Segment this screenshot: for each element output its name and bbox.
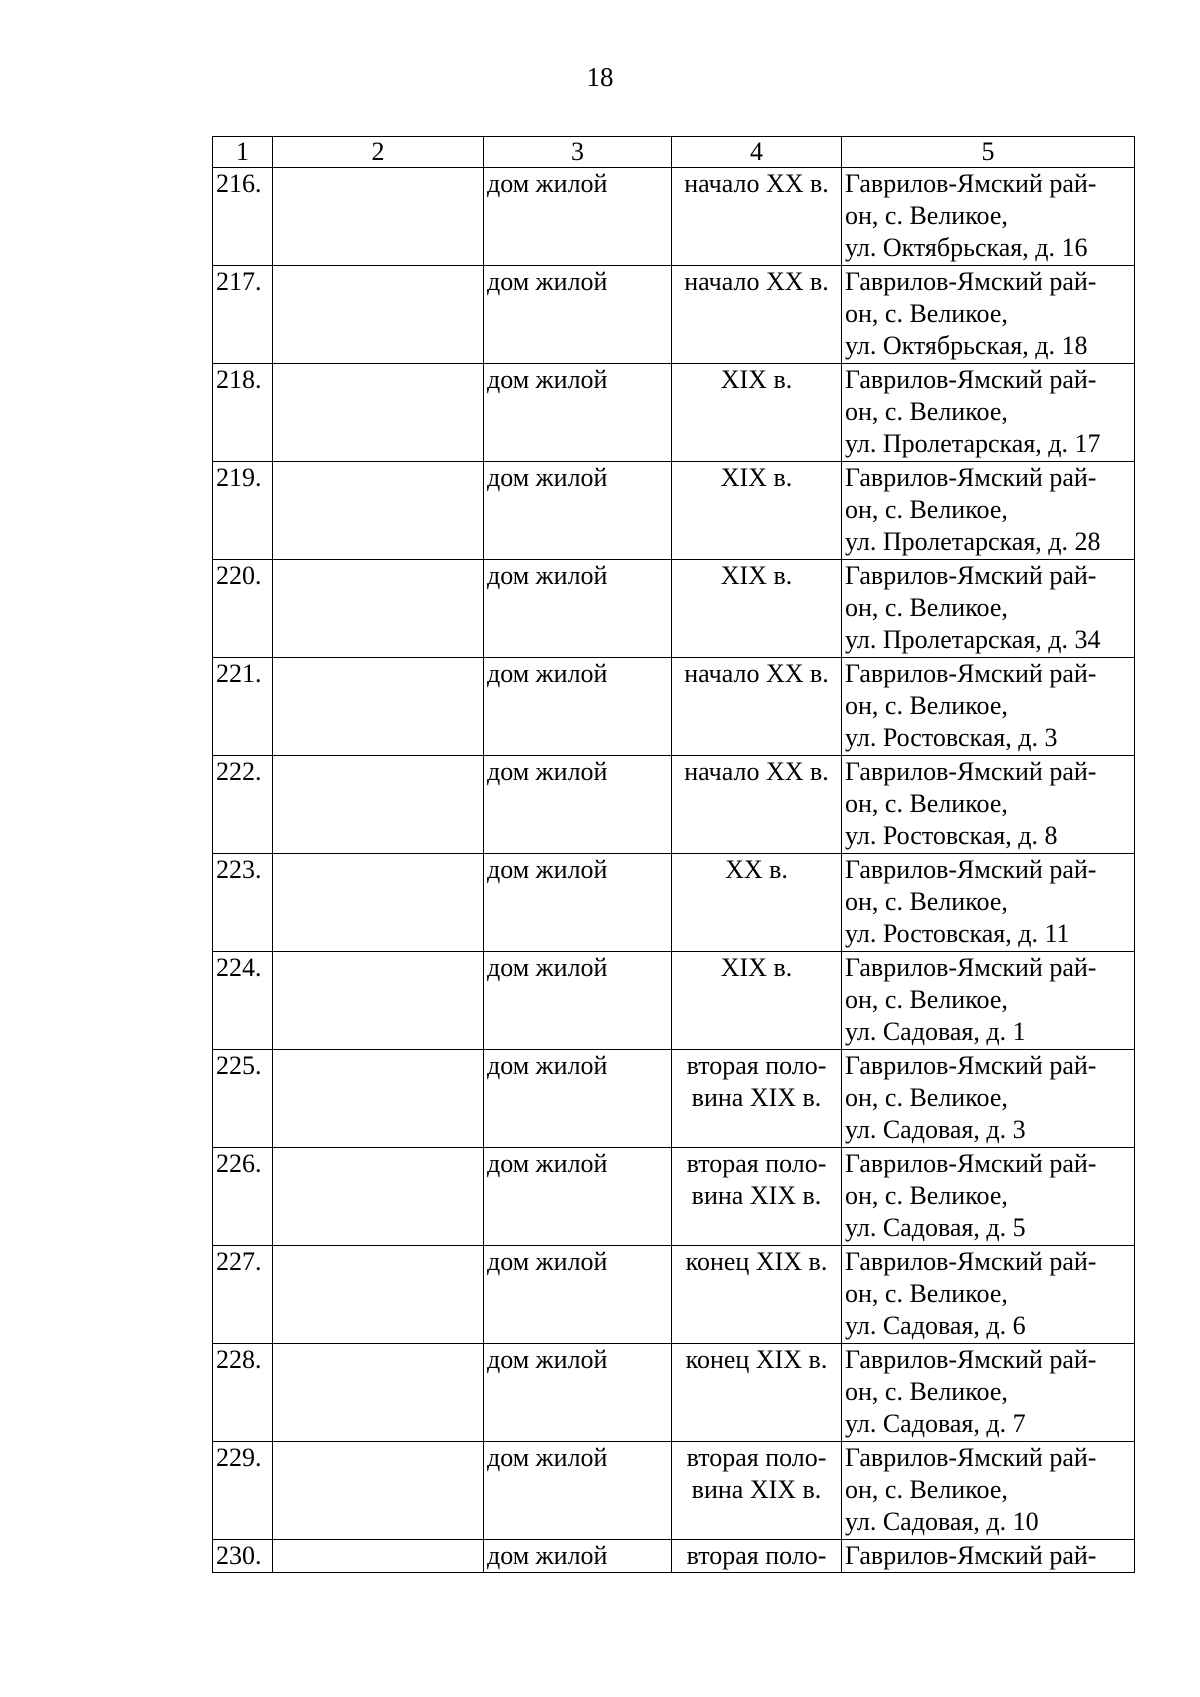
object-name-cell <box>273 854 484 952</box>
dating-cell: вторая поло- вина XIX в. <box>672 1050 842 1148</box>
row-number-cell: 225. <box>213 1050 273 1148</box>
table-row <box>213 1442 1135 1540</box>
address-cell: Гаврилов-Ямский рай- он, с. Великое, ул. Пролетарская, д. 17 <box>842 364 1135 462</box>
dating-cell: начало XX в. <box>672 658 842 756</box>
dating-cell: XIX в. <box>672 462 842 560</box>
dating-cell: начало XX в. <box>672 756 842 854</box>
table-row <box>213 1344 1135 1442</box>
object-type-cell: дом жилой <box>484 266 672 364</box>
dating-cell: XIX в. <box>672 364 842 462</box>
row-number-cell: 221. <box>213 658 273 756</box>
table-row <box>213 168 1135 266</box>
table-row <box>213 1540 1135 1573</box>
object-name-cell <box>273 1050 484 1148</box>
object-type-cell: дом жилой <box>484 658 672 756</box>
address-cell: Гаврилов-Ямский рай- он, с. Великое, ул. Ростовская, д. 3 <box>842 658 1135 756</box>
address-cell: Гаврилов-Ямский рай- он, с. Великое, ул. Ростовская, д. 8 <box>842 756 1135 854</box>
object-name-cell <box>273 1540 484 1573</box>
row-number-cell: 218. <box>213 364 273 462</box>
address-cell: Гаврилов-Ямский рай- <box>842 1540 1135 1573</box>
row-number-cell: 229. <box>213 1442 273 1540</box>
address-cell: Гаврилов-Ямский рай- он, с. Великое, ул. Пролетарская, д. 28 <box>842 462 1135 560</box>
dating-cell: XIX в. <box>672 952 842 1050</box>
column-header-2: 2 <box>273 137 484 168</box>
object-type-cell: дом жилой <box>484 560 672 658</box>
address-cell: Гаврилов-Ямский рай- он, с. Великое, ул. Ростовская, д. 11 <box>842 854 1135 952</box>
address-cell: Гаврилов-Ямский рай- он, с. Великое, ул. Садовая, д. 1 <box>842 952 1135 1050</box>
object-name-cell <box>273 1148 484 1246</box>
object-name-cell <box>273 266 484 364</box>
object-name-cell <box>273 952 484 1050</box>
row-number-cell: 227. <box>213 1246 273 1344</box>
table-row <box>213 854 1135 952</box>
table-row <box>213 1148 1135 1246</box>
table-row <box>213 462 1135 560</box>
address-cell: Гаврилов-Ямский рай- он, с. Великое, ул. Садовая, д. 5 <box>842 1148 1135 1246</box>
dating-cell: XIX в. <box>672 560 842 658</box>
table-row <box>213 756 1135 854</box>
object-type-cell: дом жилой <box>484 1148 672 1246</box>
row-number-cell: 230. <box>213 1540 273 1573</box>
table-row <box>213 952 1135 1050</box>
object-name-cell <box>273 364 484 462</box>
row-number-cell: 220. <box>213 560 273 658</box>
row-number-cell: 219. <box>213 462 273 560</box>
heritage-objects-table <box>212 136 1135 1573</box>
object-name-cell <box>273 462 484 560</box>
dating-cell: вторая поло- вина XIX в. <box>672 1442 842 1540</box>
address-cell: Гаврилов-Ямский рай- он, с. Великое, ул. Садовая, д. 10 <box>842 1442 1135 1540</box>
object-type-cell: дом жилой <box>484 1246 672 1344</box>
object-name-cell <box>273 168 484 266</box>
dating-cell: начало XX в. <box>672 168 842 266</box>
object-type-cell: дом жилой <box>484 756 672 854</box>
dating-cell: начало XX в. <box>672 266 842 364</box>
column-header-5: 5 <box>842 137 1135 168</box>
row-number-cell: 226. <box>213 1148 273 1246</box>
address-cell: Гаврилов-Ямский рай- он, с. Великое, ул. Октябрьская, д. 16 <box>842 168 1135 266</box>
object-type-cell: дом жилой <box>484 1344 672 1442</box>
column-header-1: 1 <box>213 137 273 168</box>
object-name-cell <box>273 1442 484 1540</box>
address-cell: Гаврилов-Ямский рай- он, с. Великое, ул. Садовая, д. 3 <box>842 1050 1135 1148</box>
page-number: 18 <box>586 62 614 92</box>
row-number-cell: 216. <box>213 168 273 266</box>
dating-cell: XX в. <box>672 854 842 952</box>
address-cell: Гаврилов-Ямский рай- он, с. Великое, ул. Садовая, д. 6 <box>842 1246 1135 1344</box>
object-name-cell <box>273 756 484 854</box>
row-number-cell: 223. <box>213 854 273 952</box>
object-type-cell: дом жилой <box>484 952 672 1050</box>
dating-cell: вторая поло- вина XIX в. <box>672 1148 842 1246</box>
object-type-cell: дом жилой <box>484 1540 672 1573</box>
object-name-cell <box>273 1246 484 1344</box>
table-body <box>213 168 1135 1573</box>
table-row <box>213 266 1135 364</box>
object-name-cell <box>273 658 484 756</box>
row-number-cell: 228. <box>213 1344 273 1442</box>
header-row <box>213 137 1135 168</box>
object-name-cell <box>273 560 484 658</box>
object-type-cell: дом жилой <box>484 1442 672 1540</box>
object-type-cell: дом жилой <box>484 854 672 952</box>
object-name-cell <box>273 1344 484 1442</box>
address-cell: Гаврилов-Ямский рай- он, с. Великое, ул. Октябрьская, д. 18 <box>842 266 1135 364</box>
column-header-4: 4 <box>672 137 842 168</box>
address-cell: Гаврилов-Ямский рай- он, с. Великое, ул. Садовая, д. 7 <box>842 1344 1135 1442</box>
table-row <box>213 364 1135 462</box>
table-row <box>213 560 1135 658</box>
object-type-cell: дом жилой <box>484 168 672 266</box>
row-number-cell: 224. <box>213 952 273 1050</box>
row-number-cell: 222. <box>213 756 273 854</box>
column-header-3: 3 <box>484 137 672 168</box>
dating-cell: конец XIX в. <box>672 1246 842 1344</box>
dating-cell: вторая поло- <box>672 1540 842 1573</box>
table-header <box>213 137 1135 168</box>
object-type-cell: дом жилой <box>484 364 672 462</box>
row-number-cell: 217. <box>213 266 273 364</box>
table-row <box>213 1050 1135 1148</box>
address-cell: Гаврилов-Ямский рай- он, с. Великое, ул. Пролетарская, д. 34 <box>842 560 1135 658</box>
table-row <box>213 1246 1135 1344</box>
dating-cell: конец XIX в. <box>672 1344 842 1442</box>
table-row <box>213 658 1135 756</box>
object-type-cell: дом жилой <box>484 462 672 560</box>
object-type-cell: дом жилой <box>484 1050 672 1148</box>
